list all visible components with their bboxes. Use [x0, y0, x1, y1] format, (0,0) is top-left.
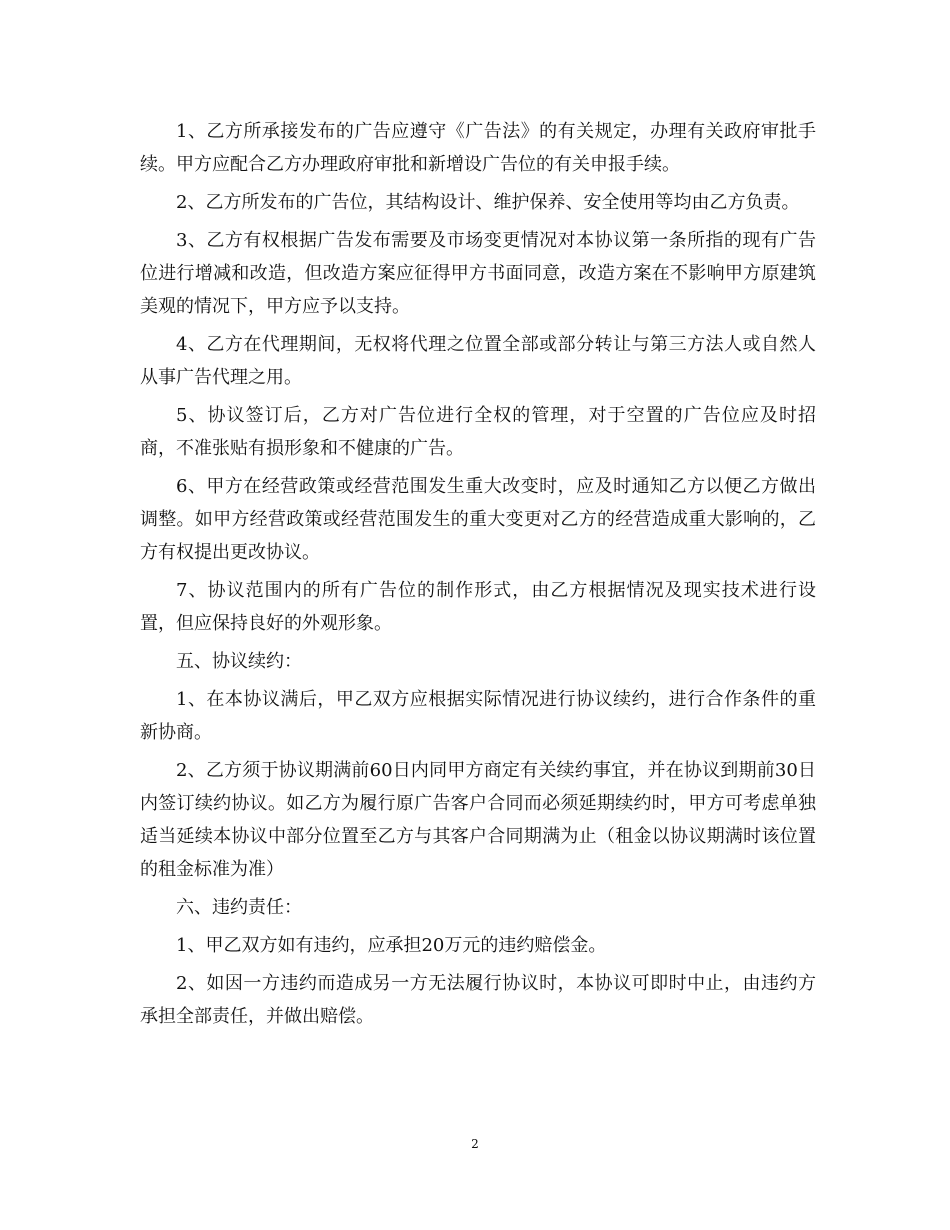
- clause-paragraph: 1、在本协议满后，甲乙双方应根据实际情况进行协议续约，进行合作条件的重新协商。: [140, 689, 816, 743]
- page-number: 2: [471, 1137, 479, 1151]
- document-body: [140, 115, 816, 1038]
- clause-paragraph: 4、乙方在代理期间，无权将代理之位置全部或部分转让与第三方法人或自然人从事广告代理之用。: [140, 334, 816, 388]
- section-heading: 六、违约责任：: [176, 897, 302, 918]
- clause-paragraph: 2、乙方须于协议期满前60日内同甲方商定有关续约事宜，并在协议到期前30日内签订续约协议。如乙方为履行原广告客户合同而必须延期续约时，甲方可考虑单独适当延续本协议中部分位置至乙方与其客户合同期满为止（租金以协议期满时该位置的租金标准为准）: [140, 760, 816, 880]
- clause-paragraph: 5、协议签订后，乙方对广告位进行全权的管理，对于空置的广告位应及时招商，不准张贴有损形象和不健康的广告。: [140, 405, 816, 459]
- clause-paragraph: 6、甲方在经营政策或经营范围发生重大改变时，应及时通知乙方以便乙方做出调整。如甲方经营政策或经营范围发生的重大变更对乙方的经营造成重大影响的，乙方有权提出更改协议。: [140, 476, 816, 563]
- clause-paragraph: 7、协议范围内的所有广告位的制作形式，由乙方根据情况及现实技术进行设置，但应保持良好的外观形象。: [140, 580, 816, 634]
- clause-paragraph: 3、乙方有权根据广告发布需要及市场变更情况对本协议第一条所指的现有广告位进行增减和改造，但改造方案应征得甲方书面同意，改造方案在不影响甲方原建筑美观的情况下，甲方应予以支持。: [140, 230, 816, 317]
- clause-paragraph: 2、乙方所发布的广告位，其结构设计、维护保养、安全使用等均由乙方负责。: [176, 192, 800, 213]
- clause-paragraph: 1、甲乙双方如有违约，应承担20万元的违约赔偿金。: [176, 935, 607, 956]
- clause-paragraph: 1、乙方所承接发布的广告应遵守《广告法》的有关规定，办理有关政府审批手续。甲方应配合乙方办理政府审批和新增设广告位的有关申报手续。: [140, 121, 816, 175]
- section-heading: 五、协议续约：: [176, 651, 302, 672]
- clause-paragraph: 2、如因一方违约而造成另一方无法履行协议时，本协议可即时中止，由违约方承担全部责任，并做出赔偿。: [140, 973, 816, 1027]
